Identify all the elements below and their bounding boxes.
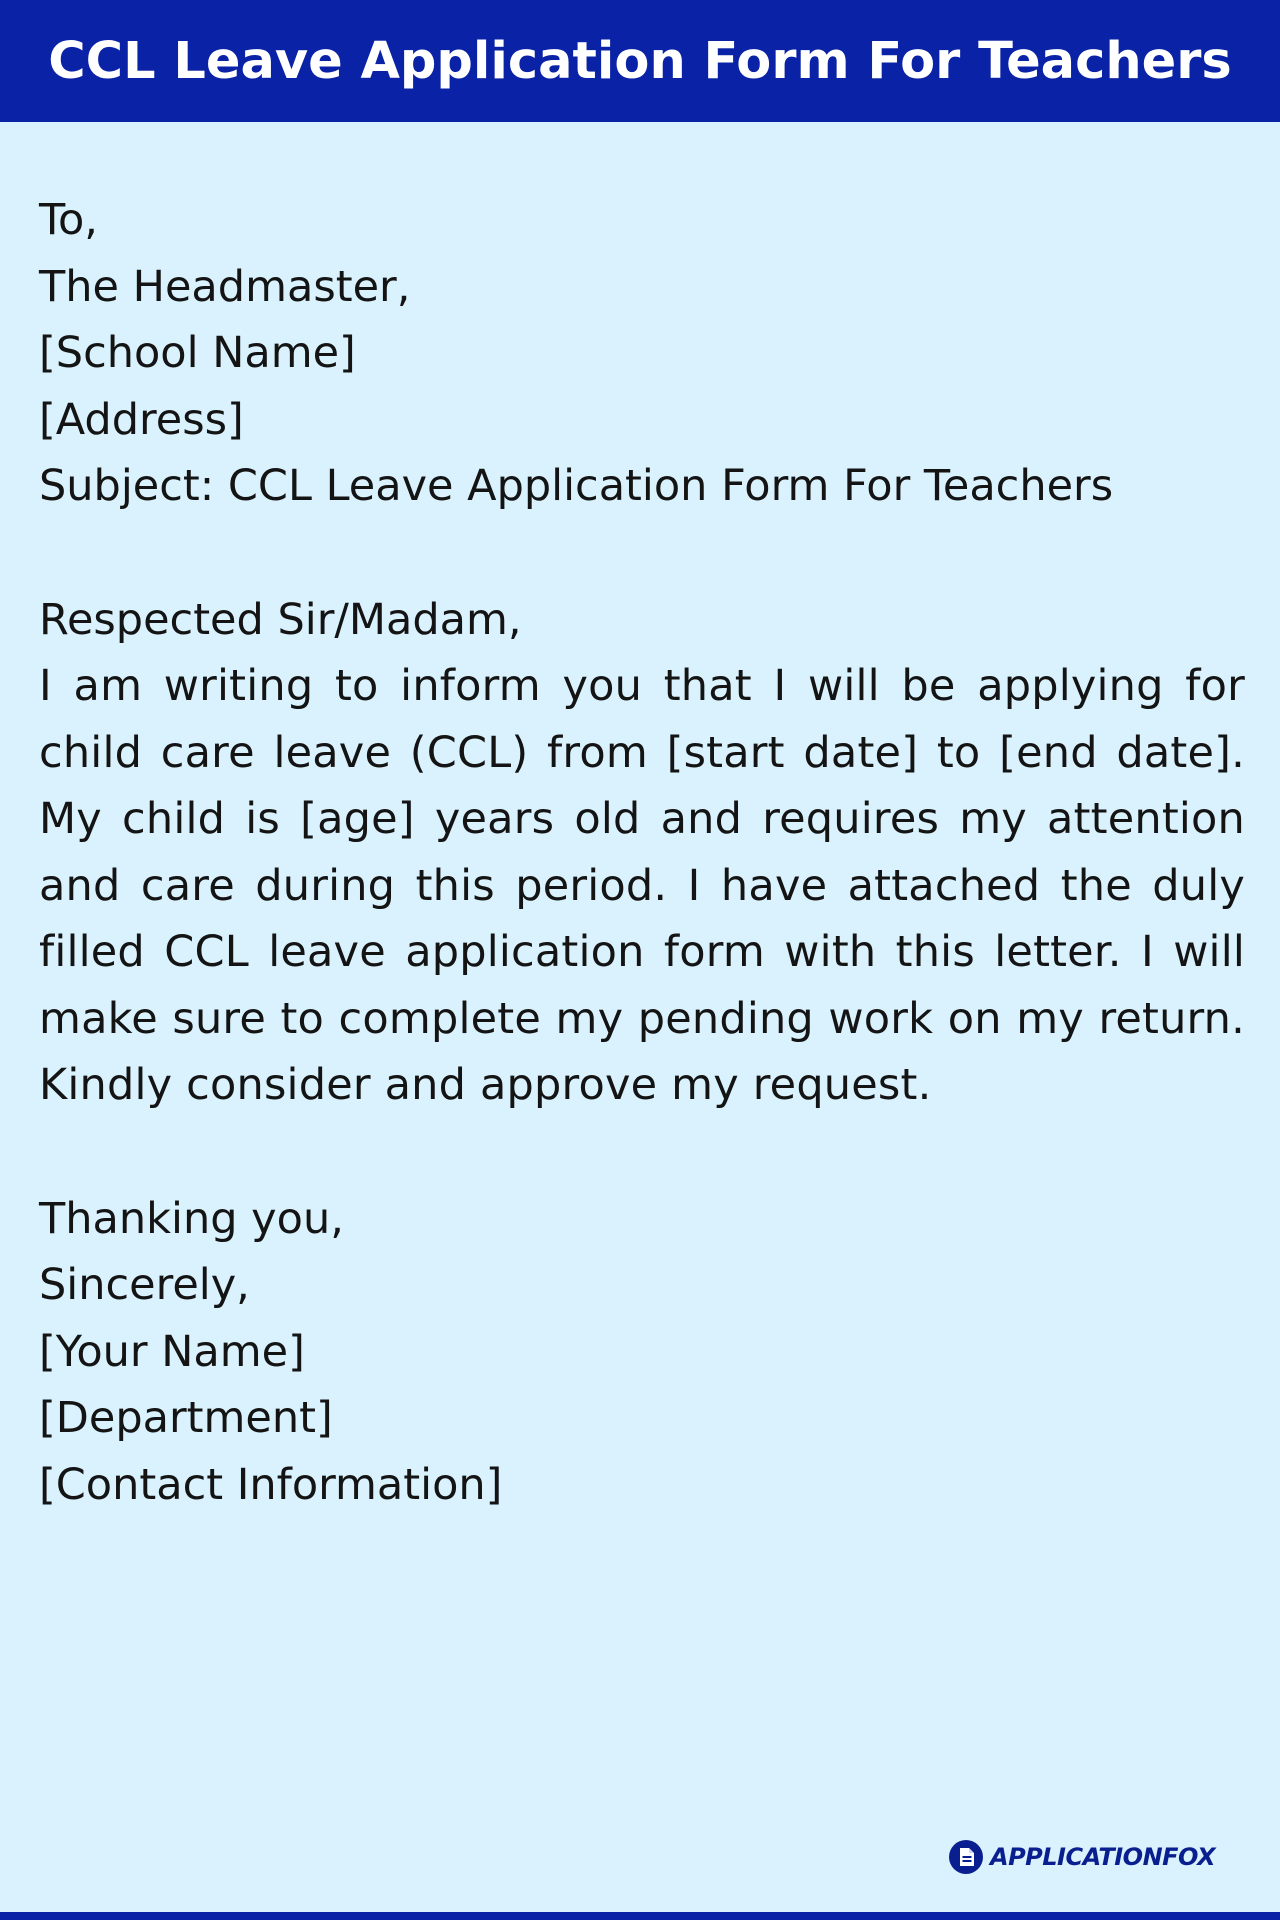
sender-name: [Your Name] — [39, 1326, 305, 1377]
closing-thanks: Thanking you, — [39, 1193, 344, 1244]
header-bar — [0, 0, 1280, 122]
spacer — [39, 1119, 1245, 1186]
closing: Sincerely, — [39, 1260, 250, 1310]
brand-name — [990, 1843, 1215, 1871]
school-name: [School Name] — [39, 328, 356, 378]
spacer — [39, 520, 1245, 587]
greeting: Respected Sir/Madam, — [39, 594, 522, 645]
document-icon — [948, 1839, 984, 1875]
letter-body: I am writing to inform you that I will be applying for child care leave (CCL) from [start date] to [end date]. My child is [age] years old and requires my attention and care during this period. I have attached the duly filled CCL leave application form with this letter. I will make sure to complete my pending work on my return. Kindly consider and approve my request. — [39, 661, 1245, 1110]
page-title: CCL Leave Application Form For Teachers — [48, 31, 1232, 91]
brand-name-part1: APPLICATION — [990, 1843, 1163, 1871]
sender-contact: [Contact Information] — [39, 1459, 503, 1510]
brand-name-part2: FOX — [1162, 1843, 1216, 1871]
letter-content — [39, 187, 1245, 1518]
salutation-to: To, — [39, 195, 98, 245]
bottom-bar — [0, 1912, 1280, 1920]
recipient: The Headmaster, — [39, 261, 411, 312]
brand-logo — [948, 1838, 1215, 1876]
subject-line: Subject: CCL Leave Application Form For Teachers — [39, 461, 1114, 511]
address: [Address] — [39, 394, 244, 445]
sender-department: [Department] — [39, 1393, 333, 1443]
